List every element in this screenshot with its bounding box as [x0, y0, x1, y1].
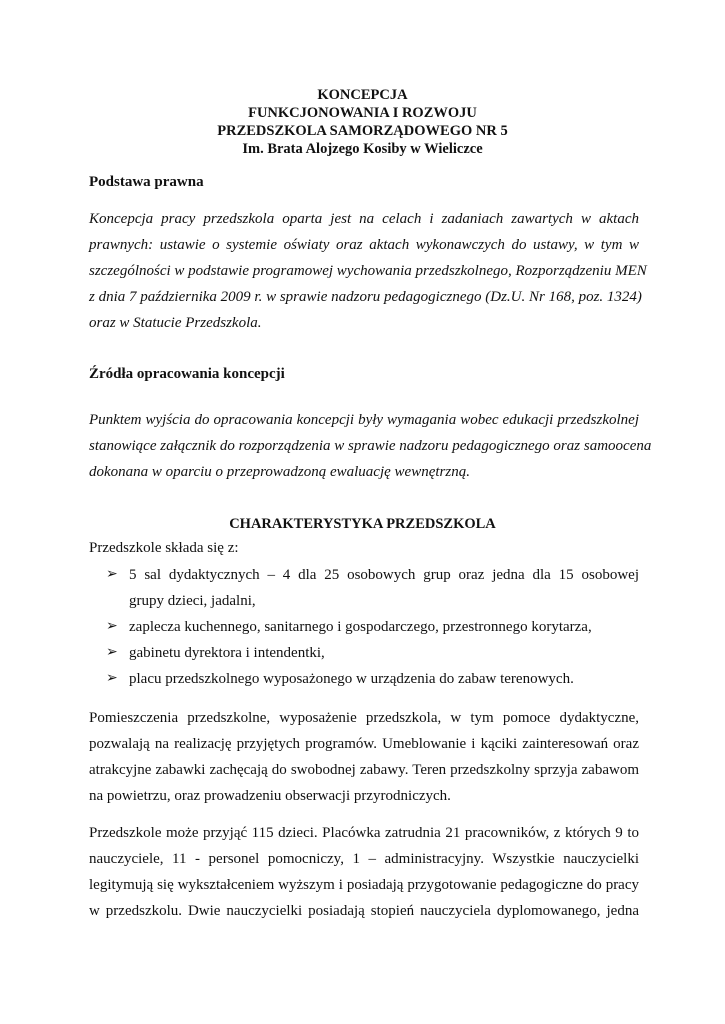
paragraph-line: oraz w Statucie Przedszkola. — [89, 315, 262, 331]
list-item — [106, 666, 639, 692]
arrow-bullet-icon: ➢ — [106, 567, 118, 582]
paragraph-line: w przedszkolu. Dwie nauczycielki posiadają stopień nauczyciela dyplomowanego, jedna — [89, 903, 639, 919]
list-item — [106, 640, 639, 666]
paragraph-line: Koncepcja pracy przedszkola oparta jest na celach i zadaniach zawartych w aktach — [89, 211, 639, 227]
list-item-line: zaplecza kuchennego, sanitarnego i gospodarczego, przestronnego korytarza, — [129, 619, 592, 635]
list-item-line: gabinetu dyrektora i intendentki, — [129, 645, 325, 661]
title-line-2: FUNKCJONOWANIA I ROZWOJU — [248, 105, 477, 121]
title-line-1: KONCEPCJA — [317, 87, 408, 103]
paragraph-line: z dnia 7 października 2009 r. w sprawie nadzoru pedagogicznego (Dz.U. Nr 168, poz. 1324) — [89, 289, 642, 305]
facilities-paragraph — [89, 705, 639, 809]
paragraph-line: Punktem wyjścia do opracowania koncepcji były wymagania wobec edukacji przedszkolnej — [89, 412, 639, 428]
list-item — [106, 614, 639, 640]
staff-paragraph — [89, 820, 639, 924]
paragraph-line: legitymują się wykształceniem wyższym i posiadają przygotowanie pedagogiczne do pracy — [89, 877, 639, 893]
list-item — [106, 562, 639, 614]
arrow-bullet-icon: ➢ — [106, 645, 118, 660]
paragraph-line: atrakcyjne zabawki zachęcają do swobodnej zabawy. Teren przedszkolny sprzyja zabawom — [89, 762, 639, 778]
section-heading-characteristics: CHARAKTERYSTYKA PRZEDSZKOLA — [229, 516, 496, 532]
sources-paragraph — [89, 407, 652, 485]
section-heading-legal-basis: Podstawa prawna — [89, 174, 204, 190]
list-item-line: 5 sal dydaktycznych – 4 dla 25 osobowych grup oraz jedna dla 15 osobowej — [129, 567, 639, 583]
list-item-line: grupy dzieci, jadalni, — [129, 593, 256, 609]
arrow-bullet-icon: ➢ — [106, 619, 118, 634]
paragraph-line: prawnych: ustawie o systemie oświaty oraz aktach wykonawczych do ustawy, w tym w — [89, 237, 639, 253]
document-title — [0, 86, 725, 158]
paragraph-line: szczególności w podstawie programowej wychowania przedszkolnego, Rozporządzeniu MEN — [89, 263, 647, 279]
list-item-line: placu przedszkolnego wyposażonego w urządzenia do zabaw terenowych. — [129, 671, 574, 687]
paragraph-line: na powietrzu, oraz prowadzeniu obserwacji przyrodniczych. — [89, 788, 451, 804]
paragraph-line: stanowiące załącznik do rozporządzenia w sprawie nadzoru pedagogicznego oraz samoocena — [89, 438, 652, 454]
title-line-3: PRZEDSZKOLA SAMORZĄDOWEGO NR 5 — [217, 123, 508, 139]
section-heading-sources: Źródła opracowania koncepcji — [89, 366, 285, 382]
paragraph-line: dokonana w oparciu o przeprowadzoną ewaluację wewnętrzną. — [89, 464, 470, 480]
paragraph-line: Pomieszczenia przedszkolne, wyposażenie przedszkola, w tym pomoce dydaktyczne, — [89, 710, 639, 726]
title-line-4: Im. Brata Alojzego Kosiby w Wieliczce — [242, 141, 483, 157]
characteristics-intro: Przedszkole składa się z: — [89, 540, 239, 556]
facilities-list — [106, 562, 639, 692]
legal-basis-paragraph — [89, 206, 647, 336]
paragraph-line: Przedszkole może przyjąć 115 dzieci. Placówka zatrudnia 21 pracowników, z których 9 to — [89, 825, 639, 841]
paragraph-line: pozwalają na realizację przyjętych programów. Umeblowanie i kąciki zainteresowań oraz — [89, 736, 639, 752]
arrow-bullet-icon: ➢ — [106, 671, 118, 686]
paragraph-line: nauczyciele, 11 - personel pomocniczy, 1 – administracyjny. Wszystkie nauczycielki — [89, 851, 639, 867]
